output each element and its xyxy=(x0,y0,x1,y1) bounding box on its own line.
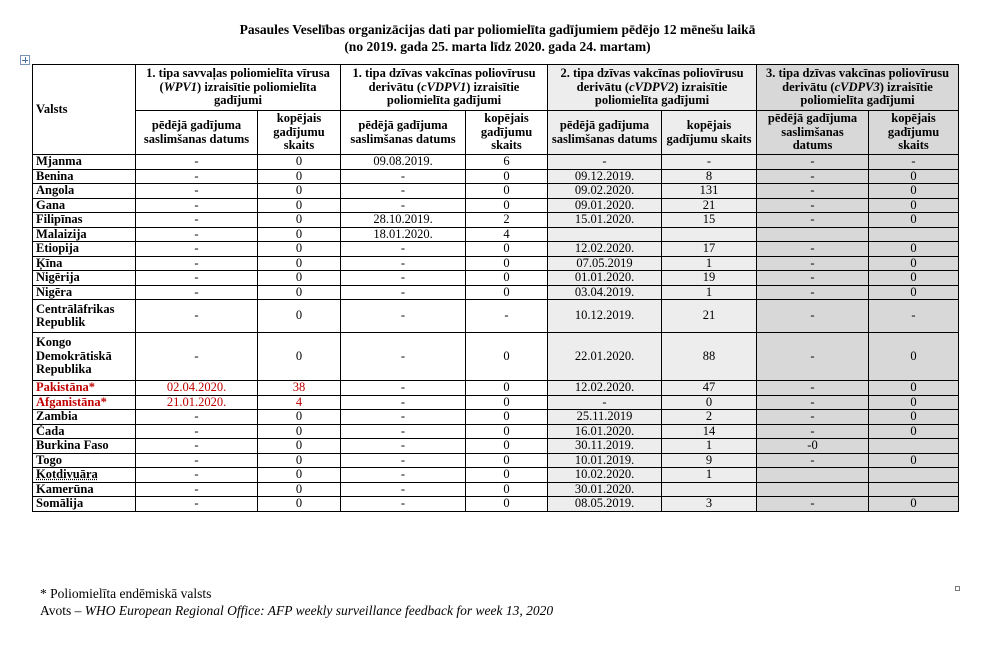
table-row xyxy=(33,395,959,410)
count-cell: 19 xyxy=(662,271,757,286)
count-cell: 0 xyxy=(869,213,959,228)
count-cell: - xyxy=(466,300,548,333)
date-cell: - xyxy=(136,256,258,271)
date-cell: - xyxy=(136,468,258,483)
date-cell: - xyxy=(136,439,258,454)
count-cell: 0 xyxy=(258,410,341,425)
table-move-handle-icon[interactable] xyxy=(20,55,30,65)
date-cell: - xyxy=(341,333,466,381)
date-cell: - xyxy=(757,333,869,381)
table-resize-handle-icon[interactable] xyxy=(955,586,960,591)
count-cell: 0 xyxy=(466,439,548,454)
date-cell: - xyxy=(341,271,466,286)
date-cell: - xyxy=(341,169,466,184)
count-cell xyxy=(869,468,959,483)
date-cell: - xyxy=(136,213,258,228)
table-row xyxy=(33,169,959,184)
date-cell: - xyxy=(136,184,258,199)
date-cell: - xyxy=(757,410,869,425)
date-cell: 16.01.2020. xyxy=(548,424,662,439)
country-cell: Burkina Faso xyxy=(33,439,136,454)
count-cell: 0 xyxy=(258,300,341,333)
date-cell: 09.02.2020. xyxy=(548,184,662,199)
count-cell: 0 xyxy=(869,198,959,213)
count-cell xyxy=(869,482,959,497)
count-cell: 0 xyxy=(869,271,959,286)
count-cell: 0 xyxy=(258,155,341,170)
date-cell: - xyxy=(136,300,258,333)
count-cell: 0 xyxy=(466,395,548,410)
date-cell xyxy=(757,227,869,242)
count-cell: 1 xyxy=(662,256,757,271)
count-cell: 0 xyxy=(466,184,548,199)
date-cell: 25.11.2019 xyxy=(548,410,662,425)
count-cell: 0 xyxy=(869,285,959,300)
source-text: WHO European Regional Office: AFP weekly surveillance feedback for week 13, 2020 xyxy=(84,603,554,618)
count-cell: 0 xyxy=(869,497,959,512)
table-row xyxy=(33,497,959,512)
date-cell: - xyxy=(136,198,258,213)
date-cell: - xyxy=(341,256,466,271)
header-group-cvdpv1: 1. tipa dzīvas vakcīnas poliovīrusu derivātu (cVDPV1) izraisītie poliomielīta gadījumi xyxy=(341,65,548,111)
country-cell: Somālija xyxy=(33,497,136,512)
date-cell: 09.01.2020. xyxy=(548,198,662,213)
date-cell: - xyxy=(136,227,258,242)
date-cell: - xyxy=(136,155,258,170)
count-cell: - xyxy=(869,155,959,170)
date-cell: 12.02.2020. xyxy=(548,242,662,257)
date-cell: 10.02.2020. xyxy=(548,468,662,483)
subheader-count: kopējais gadījumu skaits xyxy=(662,111,757,155)
date-cell: 15.01.2020. xyxy=(548,213,662,228)
date-cell: 30.01.2020. xyxy=(548,482,662,497)
source-footnote xyxy=(40,603,553,619)
count-cell: 88 xyxy=(662,333,757,381)
country-cell: Čada xyxy=(33,424,136,439)
count-cell: 4 xyxy=(466,227,548,242)
date-cell: - xyxy=(757,395,869,410)
country-cell: Malaizija xyxy=(33,227,136,242)
date-cell: - xyxy=(757,213,869,228)
date-cell: - xyxy=(757,198,869,213)
count-cell: 0 xyxy=(258,285,341,300)
date-cell: - xyxy=(341,242,466,257)
count-cell: 0 xyxy=(869,333,959,381)
count-cell: 0 xyxy=(869,424,959,439)
date-cell: 01.01.2020. xyxy=(548,271,662,286)
date-cell: - xyxy=(757,169,869,184)
count-cell: 0 xyxy=(258,453,341,468)
country-cell: Nigērija xyxy=(33,271,136,286)
date-cell xyxy=(548,227,662,242)
header-group-cvdpv3: 3. tipa dzīvas vakcīnas poliovīrusu derivātu (cVDPV3) izraisītie poliomielīta gadījumi xyxy=(757,65,959,111)
date-cell: 10.01.2019. xyxy=(548,453,662,468)
count-cell: 0 xyxy=(466,453,548,468)
date-cell: - xyxy=(757,242,869,257)
count-cell: 2 xyxy=(662,410,757,425)
country-cell: Kotdivuāra xyxy=(33,468,136,483)
date-cell: 07.05.2019 xyxy=(548,256,662,271)
date-cell: - xyxy=(341,285,466,300)
date-cell: - xyxy=(757,300,869,333)
count-cell: - xyxy=(869,300,959,333)
count-cell: 0 xyxy=(258,198,341,213)
table-row xyxy=(33,256,959,271)
country-cell: Zambia xyxy=(33,410,136,425)
table-row xyxy=(33,482,959,497)
count-cell: 0 xyxy=(869,184,959,199)
date-cell: 10.12.2019. xyxy=(548,300,662,333)
count-cell: 14 xyxy=(662,424,757,439)
country-cell: Kamerūna xyxy=(33,482,136,497)
count-cell: 17 xyxy=(662,242,757,257)
subheader-date: pēdējā gadījuma saslimšanas datums xyxy=(136,111,258,155)
count-cell: 1 xyxy=(662,285,757,300)
count-cell: 38 xyxy=(258,381,341,396)
date-cell: - xyxy=(136,410,258,425)
count-cell: 0 xyxy=(258,439,341,454)
count-cell: 0 xyxy=(258,271,341,286)
table-row xyxy=(33,227,959,242)
date-cell: - xyxy=(341,198,466,213)
count-cell: 1 xyxy=(662,439,757,454)
table-row xyxy=(33,300,959,333)
date-cell: - xyxy=(757,381,869,396)
table-body xyxy=(33,155,959,512)
count-cell: 0 xyxy=(258,213,341,228)
count-cell: 0 xyxy=(466,198,548,213)
count-cell: 0 xyxy=(466,482,548,497)
count-cell: 0 xyxy=(869,453,959,468)
date-cell: - xyxy=(757,155,869,170)
country-cell: Kongo Demokrātiskā Republika xyxy=(33,333,136,381)
subheader-count: kopējais gadījumu skaits xyxy=(258,111,341,155)
date-cell: 03.04.2019. xyxy=(548,285,662,300)
date-cell: - xyxy=(341,439,466,454)
date-cell: - xyxy=(136,333,258,381)
count-cell xyxy=(662,227,757,242)
date-cell: 08.05.2019. xyxy=(548,497,662,512)
header-group-wpv1: 1. tipa savvaļas poliomielīta vīrusa (WPV1) izraisītie poliomielīta gadījumi xyxy=(136,65,341,111)
country-cell: Gana xyxy=(33,198,136,213)
date-cell: - xyxy=(757,497,869,512)
table-row xyxy=(33,155,959,170)
count-cell: 15 xyxy=(662,213,757,228)
table-row xyxy=(33,242,959,257)
country-cell: Mjanma xyxy=(33,155,136,170)
count-cell: 0 xyxy=(258,184,341,199)
source-prefix: Avots – xyxy=(40,603,85,618)
count-cell: 47 xyxy=(662,381,757,396)
table-row xyxy=(33,333,959,381)
country-cell: Filipīnas xyxy=(33,213,136,228)
count-cell: 0 xyxy=(869,410,959,425)
count-cell: 0 xyxy=(258,482,341,497)
count-cell: 0 xyxy=(466,169,548,184)
count-cell: 0 xyxy=(466,497,548,512)
count-cell: 0 xyxy=(869,169,959,184)
date-cell: - xyxy=(757,256,869,271)
date-cell: - xyxy=(341,381,466,396)
count-cell: 1 xyxy=(662,468,757,483)
count-cell xyxy=(869,439,959,454)
date-cell: 21.01.2020. xyxy=(136,395,258,410)
date-cell: 12.02.2020. xyxy=(548,381,662,396)
country-cell: Etiopija xyxy=(33,242,136,257)
polio-cases-table xyxy=(32,64,959,512)
table-row xyxy=(33,381,959,396)
count-cell: 0 xyxy=(869,242,959,257)
country-cell: Ķīna xyxy=(33,256,136,271)
count-cell: 3 xyxy=(662,497,757,512)
country-cell: Centrālāfrikas Republik xyxy=(33,300,136,333)
date-cell: 30.11.2019. xyxy=(548,439,662,454)
country-cell: Togo xyxy=(33,453,136,468)
count-cell: 0 xyxy=(662,395,757,410)
table-row xyxy=(33,453,959,468)
date-cell: - xyxy=(341,300,466,333)
table-row xyxy=(33,439,959,454)
count-cell: 0 xyxy=(258,256,341,271)
count-cell: 0 xyxy=(466,410,548,425)
table-row xyxy=(33,424,959,439)
country-cell: Angola xyxy=(33,184,136,199)
count-cell: 0 xyxy=(258,468,341,483)
date-cell: - xyxy=(136,271,258,286)
document-subtitle: (no 2019. gada 25. marta līdz 2020. gada 24. martam) xyxy=(344,39,651,54)
date-cell: 09.12.2019. xyxy=(548,169,662,184)
count-cell xyxy=(869,227,959,242)
date-cell: 28.10.2019. xyxy=(341,213,466,228)
date-cell: - xyxy=(341,410,466,425)
date-cell: - xyxy=(757,184,869,199)
count-cell: 0 xyxy=(466,468,548,483)
date-cell: - xyxy=(757,453,869,468)
count-cell: 0 xyxy=(869,395,959,410)
subheader-count: kopējais gadījumu skaits xyxy=(466,111,548,155)
date-cell: - xyxy=(341,424,466,439)
date-cell: - xyxy=(341,184,466,199)
country-cell: Benina xyxy=(33,169,136,184)
subheader-date: pēdējā gadījuma saslimšanas datums xyxy=(757,111,869,155)
date-cell: 22.01.2020. xyxy=(548,333,662,381)
count-cell: 0 xyxy=(466,333,548,381)
count-cell: 0 xyxy=(466,424,548,439)
date-cell: - xyxy=(341,482,466,497)
date-cell: - xyxy=(136,424,258,439)
count-cell: 0 xyxy=(258,333,341,381)
date-cell: - xyxy=(136,453,258,468)
date-cell: - xyxy=(757,285,869,300)
count-cell: 9 xyxy=(662,453,757,468)
country-cell: Pakistāna* xyxy=(33,381,136,396)
date-cell: - xyxy=(341,497,466,512)
date-cell: - xyxy=(136,169,258,184)
date-cell: -0 xyxy=(757,439,869,454)
subheader-count: kopējais gadījumu skaits xyxy=(869,111,959,155)
date-cell: - xyxy=(341,453,466,468)
count-cell: 21 xyxy=(662,300,757,333)
table-row xyxy=(33,468,959,483)
table-row xyxy=(33,198,959,213)
table-row xyxy=(33,410,959,425)
count-cell: 131 xyxy=(662,184,757,199)
date-cell: 09.08.2019. xyxy=(341,155,466,170)
header-group-cvdpv2: 2. tipa dzīvas vakcīnas poliovīrusu derivātu (cVDPV2) izraisītie poliomielīta gadījumi xyxy=(548,65,757,111)
date-cell xyxy=(757,468,869,483)
date-cell: - xyxy=(136,482,258,497)
country-cell: Nigēra xyxy=(33,285,136,300)
date-cell: - xyxy=(136,497,258,512)
date-cell: - xyxy=(548,395,662,410)
date-cell: 02.04.2020. xyxy=(136,381,258,396)
date-cell: - xyxy=(757,271,869,286)
subheader-date: pēdējā gadījuma saslimšanas datums xyxy=(341,111,466,155)
country-cell: Afganistāna* xyxy=(33,395,136,410)
date-cell: - xyxy=(341,468,466,483)
header-country: Valsts xyxy=(33,65,136,155)
date-cell: - xyxy=(136,285,258,300)
count-cell: 0 xyxy=(258,169,341,184)
count-cell: 0 xyxy=(258,497,341,512)
count-cell: 0 xyxy=(869,256,959,271)
count-cell: 0 xyxy=(466,242,548,257)
count-cell: 0 xyxy=(466,285,548,300)
table-row xyxy=(33,184,959,199)
count-cell: - xyxy=(662,155,757,170)
count-cell: 0 xyxy=(258,424,341,439)
count-cell: 0 xyxy=(466,381,548,396)
count-cell: 0 xyxy=(258,227,341,242)
count-cell: 0 xyxy=(466,256,548,271)
count-cell: 8 xyxy=(662,169,757,184)
count-cell: 0 xyxy=(869,381,959,396)
document-title: Pasaules Veselības organizācijas dati par poliomielīta gadījumiem pēdējo 12 mēnešu laikā xyxy=(239,22,756,37)
count-cell: 0 xyxy=(466,271,548,286)
table-row xyxy=(33,213,959,228)
count-cell: 21 xyxy=(662,198,757,213)
table-row xyxy=(33,271,959,286)
endemic-footnote: * Poliomielīta endēmiskā valsts xyxy=(40,586,212,601)
count-cell xyxy=(662,482,757,497)
date-cell: 18.01.2020. xyxy=(341,227,466,242)
count-cell: 2 xyxy=(466,213,548,228)
date-cell: - xyxy=(341,395,466,410)
count-cell: 0 xyxy=(258,242,341,257)
date-cell xyxy=(757,482,869,497)
subheader-date: pēdējā gadījuma saslimšanas datums xyxy=(548,111,662,155)
date-cell: - xyxy=(548,155,662,170)
table-row xyxy=(33,285,959,300)
count-cell: 6 xyxy=(466,155,548,170)
count-cell: 4 xyxy=(258,395,341,410)
date-cell: - xyxy=(136,242,258,257)
date-cell: - xyxy=(757,424,869,439)
